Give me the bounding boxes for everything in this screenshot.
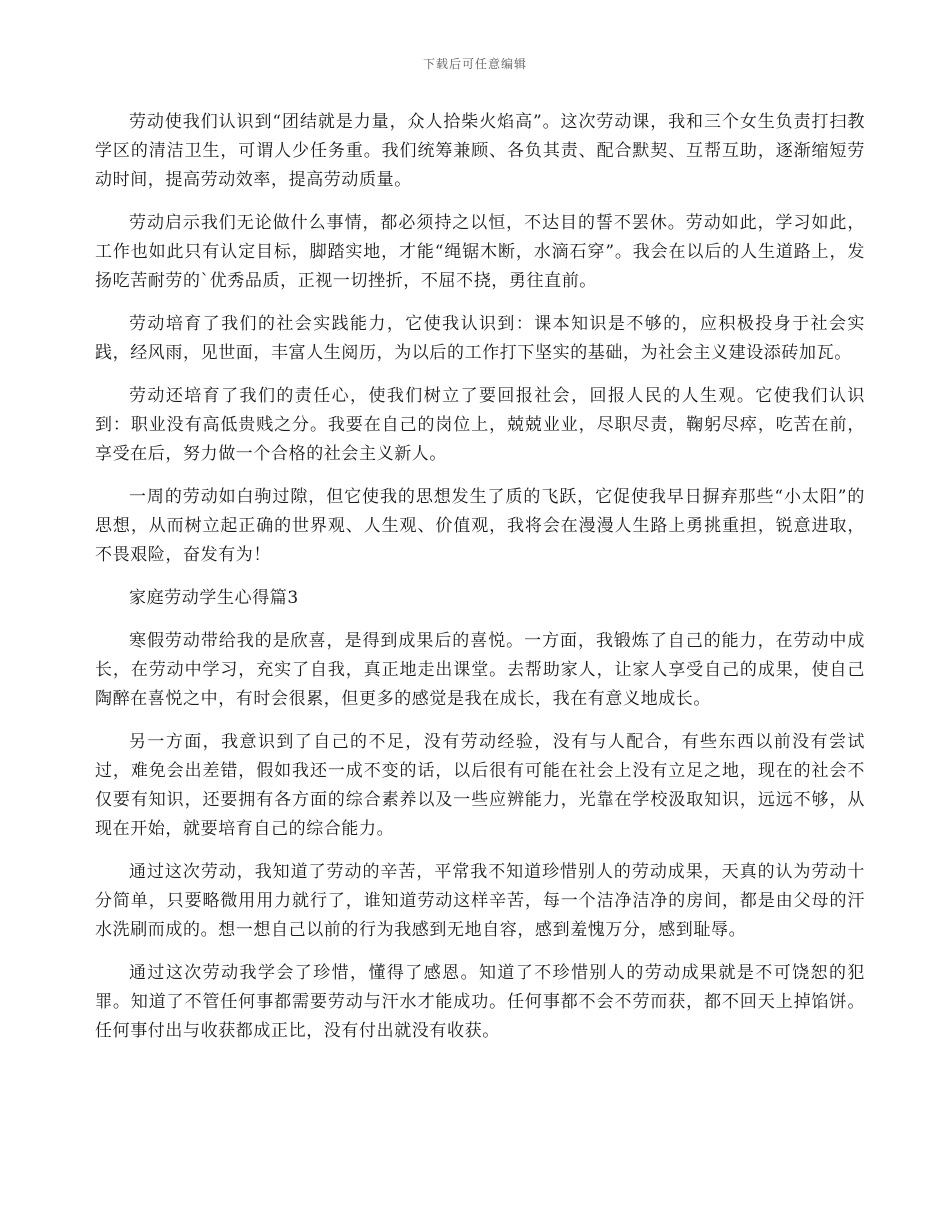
section-paragraph-4: 通过这次劳动我学会了珍惜，懂得了感恩。知道了不珍惜别人的劳动成果就是不可饶恕的犯罪。知道了不管任何事都需要劳动与汗水才能成功。任何事都不会不劳而获，都不回天上掉馅饼。任何事付出与收获都成正比，没有付出就没有收获。 [95,963,865,1041]
paragraph-1: 劳动使我们认识到“团结就是力量，众人拾柴火焰高”。这次劳动课，我和三个女生负责打扫教学区的清洁卫生，可谓人少任务重。我们统筹兼顾、各负其责、配合默契、互帮互助，逐渐缩短劳动时间，提高劳动效率，提高劳动质量。 [95,112,865,190]
section-paragraph-3: 通过这次劳动，我知道了劳动的辛苦，平常我不知道珍惜别人的劳动成果，天真的认为劳动十分简单，只要略微用用力就行了，谁知道劳动这样辛苦，每一个洁净洁净的房间，都是由父母的汗水洗刷而成的。想一想自己以前的行为我感到无地自容，感到羞愧万分，感到耻辱。 [95,862,865,940]
page-header: 下载后可任意编辑 [422,57,527,71]
document-body [95,108,865,1060]
paragraph-4: 劳动还培育了我们的责任心，使我们树立了要回报社会，回报人民的人生观。它使我们认识到：职业没有高低贵贱之分。我要在自己的岗位上，兢兢业业，尽职尽责，鞠躬尽瘁，吃苦在前，享受在后，努力做一个合格的社会主义新人。 [95,386,865,464]
section-paragraph-2: 另一方面，我意识到了自己的不足，没有劳动经验，没有与人配合，有些东西以前没有尝试过，难免会出差错，假如我还一成不变的话，以后很有可能在社会上没有立足之地，现在的社会不仅要有知识，还要拥有各方面的综合素养以及一些应辨能力，光靠在学校汲取知识，远远不够，从现在开始，就要培育自己的综合能力。 [95,732,865,839]
paragraph-3: 劳动培育了我们的社会实践能力，它使我认识到：课本知识是不够的，应积极投身于社会实践，经风雨，见世面，丰富人生阅历，为以后的工作打下坚实的基础，为社会主义建设添砖加瓦。 [95,314,865,363]
section-heading: 家庭劳动学生心得篇3 [129,588,299,608]
section-paragraph-1: 寒假劳动带给我的是欣喜，是得到成果后的喜悦。一方面，我锻炼了自己的能力，在劳动中成长，在劳动中学习，充实了自我，真正地走出课堂。去帮助家人，让家人享受自己的成果，使自己陶醉在喜悦之中，有时会很累，但更多的感觉是我在成长，我在有意义地成长。 [95,631,865,709]
paragraph-2: 劳动启示我们无论做什么事情，都必须持之以恒，不达目的誓不罢休。劳动如此，学习如此，工作也如此只有认定目标，脚踏实地，才能“绳锯木断，水滴石穿”。我会在以后的人生道路上，发扬吃苦耐劳的`优秀品质，正视一切挫折，不屈不挠，勇往直前。 [95,213,865,291]
paragraph-5: 一周的劳动如白驹过隙，但它使我的思想发生了质的飞跃，它促使我早日摒弃那些“小太阳”的思想，从而树立起正确的世界观、人生观、价值观，我将会在漫漫人生路上勇挑重担，锐意进取，不畏艰险，奋发有为！ [95,487,865,565]
